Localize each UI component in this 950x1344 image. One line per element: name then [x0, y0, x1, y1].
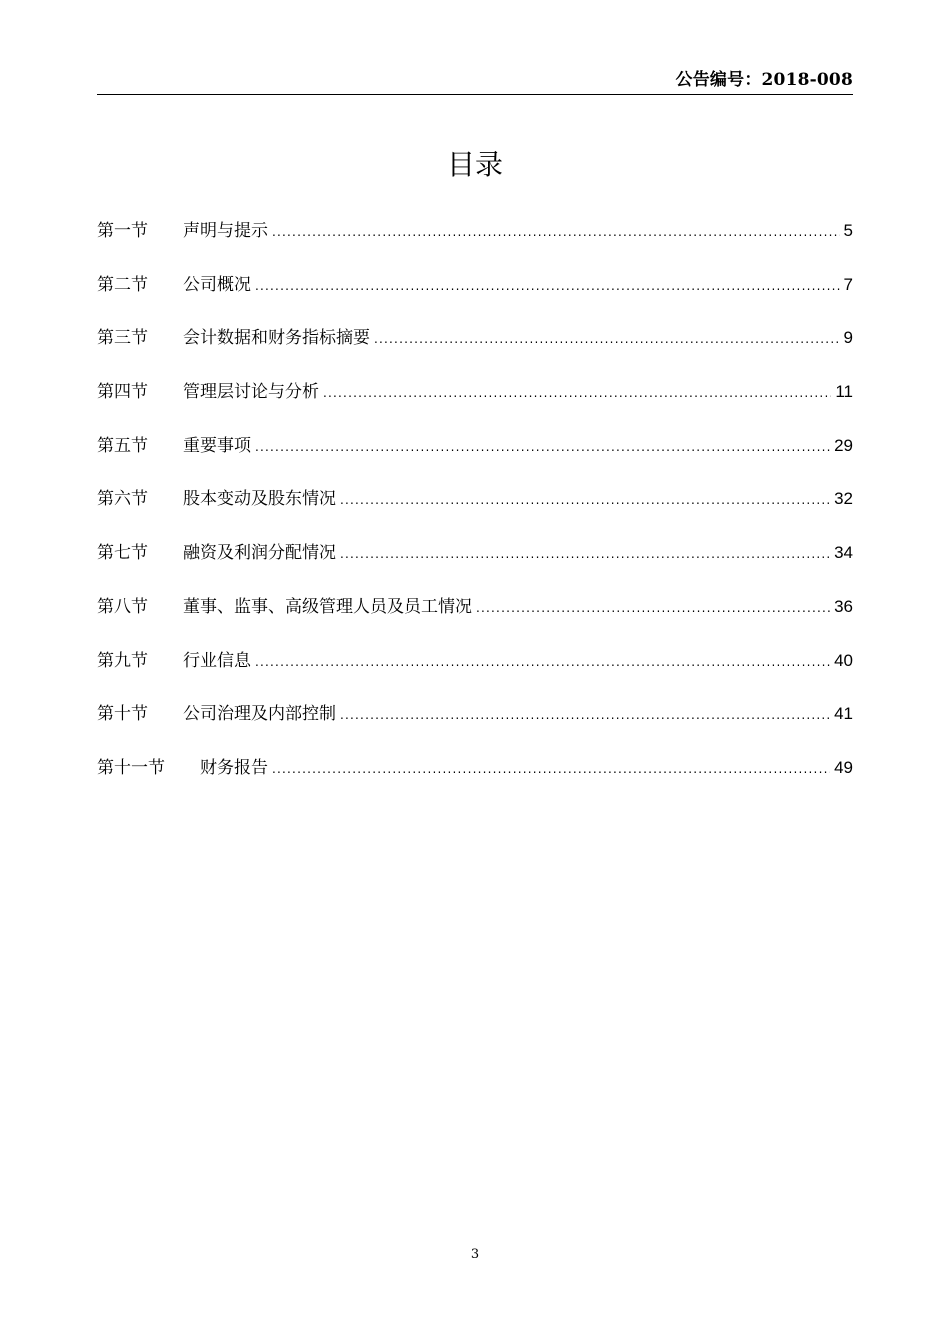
toc-section-title: 融资及利润分配情况 — [183, 543, 336, 564]
dot-leader — [340, 486, 830, 514]
toc-section-title: 行业信息 — [183, 650, 251, 671]
toc-section-label: 第八节 — [97, 596, 148, 617]
dot-leader — [255, 648, 830, 676]
toc-page-number: 5 — [843, 221, 853, 240]
toc-section-title: 股本变动及股东情况 — [183, 489, 336, 510]
page-header — [97, 68, 853, 95]
toc-page-number: 29 — [834, 435, 853, 455]
footer-page-number: 3 — [470, 1247, 480, 1262]
page-footer — [0, 1247, 950, 1262]
toc-section-label: 第六节 — [97, 489, 148, 510]
toc-entry-2[interactable] — [97, 271, 853, 325]
toc-section-label: 第十节 — [97, 704, 148, 725]
toc-page-number: 36 — [834, 596, 853, 616]
toc-section-label: 第九节 — [97, 650, 148, 671]
dot-leader — [272, 755, 830, 783]
toc-entry-10[interactable] — [97, 700, 853, 754]
toc-page-number: 41 — [834, 704, 853, 724]
toc-entry-7[interactable] — [97, 539, 853, 593]
toc-section-title: 重要事项 — [183, 435, 251, 456]
table-of-contents — [97, 217, 853, 808]
toc-page-number: 11 — [835, 382, 853, 402]
toc-entry-4[interactable] — [97, 378, 853, 432]
dot-leader — [340, 540, 830, 568]
page-title: 目录 — [446, 148, 503, 181]
toc-entry-3[interactable] — [97, 324, 853, 378]
toc-section-title: 声明与提示 — [183, 221, 268, 241]
toc-entry-6[interactable] — [97, 485, 853, 539]
toc-section-label: 第五节 — [97, 435, 148, 456]
toc-section-label: 第二节 — [97, 274, 148, 295]
toc-entry-11[interactable] — [97, 754, 853, 808]
dot-leader — [374, 325, 840, 353]
dot-leader — [323, 379, 831, 407]
toc-section-label: 第三节 — [97, 328, 148, 349]
toc-section-label: 第十一节 — [97, 757, 165, 778]
toc-page-number: 9 — [843, 328, 853, 348]
toc-section-title: 管理层讨论与分析 — [183, 382, 319, 403]
toc-section-title: 董事、监事、高级管理人员及员工情况 — [183, 596, 472, 617]
toc-section-title: 会计数据和财务指标摘要 — [183, 328, 370, 349]
toc-section-title: 财务报告 — [200, 757, 268, 778]
dot-leader — [255, 272, 840, 300]
announcement-number: 公告编号：2018-008 — [675, 70, 853, 90]
toc-page-number: 32 — [834, 489, 853, 509]
toc-entry-5[interactable] — [97, 432, 853, 486]
dot-leader — [476, 594, 830, 622]
toc-page-number: 34 — [834, 543, 853, 563]
toc-section-title: 公司治理及内部控制 — [183, 704, 336, 725]
toc-entry-8[interactable] — [97, 593, 853, 647]
toc-entry-1[interactable] — [97, 217, 853, 271]
toc-section-label: 第一节 — [97, 221, 148, 241]
toc-entry-9[interactable] — [97, 647, 853, 701]
toc-section-label: 第七节 — [97, 543, 148, 564]
dot-leader — [255, 433, 830, 461]
dot-leader — [272, 218, 840, 246]
toc-section-title: 公司概况 — [183, 274, 251, 295]
toc-page-number: 40 — [834, 650, 853, 670]
dot-leader — [340, 701, 830, 729]
toc-page-number: 49 — [834, 757, 853, 777]
toc-page-number: 7 — [843, 274, 853, 294]
toc-section-label: 第四节 — [97, 382, 148, 403]
